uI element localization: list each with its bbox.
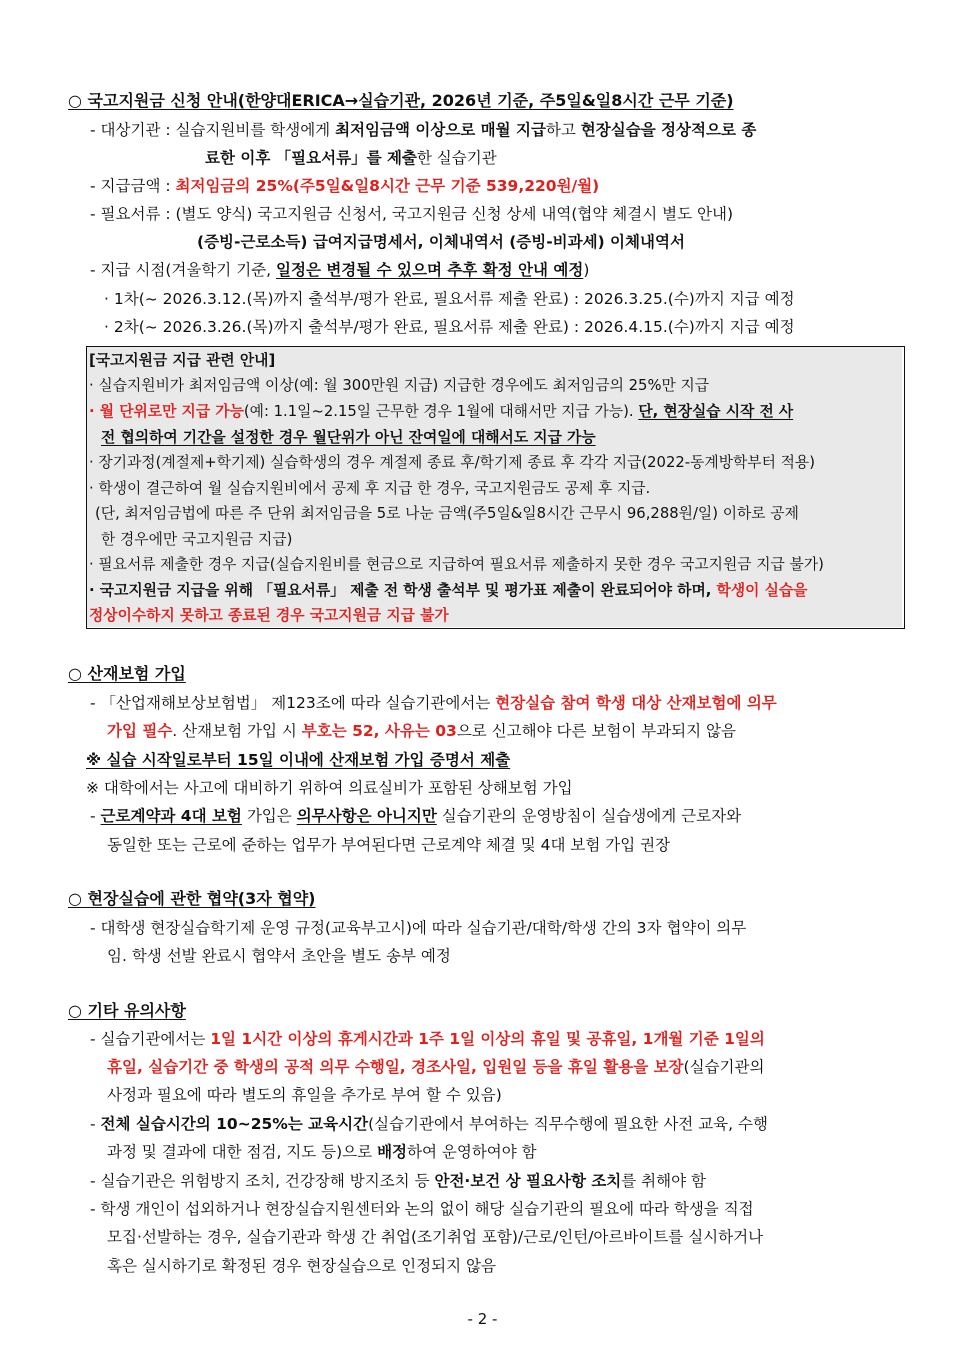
other-item-4-cont-2: 혹은 실시하기로 확정된 경우 현장실습으로 인정되지 않음 (107, 1257, 496, 1275)
other-item-4-cont-1: 모집·선발하는 경우, 실습기관과 학생 간 취업(조기취업 포함)/근로/인턴/아르바이트를 실시하거나 (107, 1228, 764, 1246)
agreement-line: - 대학생 현장실습학기제 운영 규정(교육부고시)에 따라 실습기관/대학/학생 간의 3자 협약이 의무 (90, 919, 747, 937)
target-bold-1: 최저임금액 이상으로 매월 지급 (335, 121, 546, 139)
safety-measures: 안전·보건 상 필요사항 조치 (434, 1172, 622, 1190)
insurance-line-1-red: 현장실습 참여 학생 대상 산재보험에 의무 (495, 694, 777, 712)
notice-item-4-cont-2: 한 경우에만 국고지원금 지급) (101, 531, 293, 548)
payment-round-2: · 2차(~ 2026.3.26.(목)까지 출석부/평가 완료, 필요서류 제출 완료) : 2026.4.15.(수)까지 지급 예정 (104, 318, 795, 336)
target-cont-bold: 료한 이후 「필요서류」를 제출 (205, 149, 417, 167)
other-item-2-cont-text-1: 과정 및 결과에 대한 점검, 지도 등)으로 (107, 1143, 378, 1161)
section3-heading: ○ 현장실습에 관한 협약(3자 협약) (68, 889, 316, 908)
section1-heading: ○ 국고지원금 신청 안내(한양대ERICA→실습기관, 2026년 기준, 주5일&일8시간 근무 기준) (68, 91, 734, 110)
insurance-mandatory: 가입 필수 (107, 722, 173, 740)
notice-item-5: · 필요서류 제출한 경우 지급(실습지원비를 현금으로 지급하여 필요서류 제출하지 못한 경우 국고지원금 지급 불가) (89, 556, 824, 573)
other-item-3-text-1: - 실습기관은 위험방지 조치, 건강장해 방지조치 등 (90, 1172, 435, 1190)
insurance-note-2: ※ 대학에서는 사고에 대비하기 위하여 의료실비가 포함된 상해보험 가입 (86, 779, 573, 797)
section4-heading: ○ 기타 유의사항 (68, 1001, 186, 1020)
notice-item-2-red: · 월 단위로만 지급 가능 (89, 403, 244, 420)
target-bold-2: 현장실습을 정상적으로 종 (580, 121, 757, 139)
notice-item-3: · 장기과정(계절제+학기제) 실습학생의 경우 계절제 종료 후/학기제 종료 후 각각 지급(2022-동계방학부터 적용) (89, 454, 815, 471)
other-item-2-cont-text-2: 하여 운영하여야 함 (407, 1143, 537, 1161)
required-docs-cont: (증빙-근로소득) 급여지급명세서, 이체내역서 (증빙-비과세) 이체내역서 (197, 233, 685, 251)
insurance-line-2: - 근로계약과 4대 보험 가입은 의무사항은 아니지만 실습기관의 운영방침이 실습생에게 근로자와 (90, 807, 742, 825)
notice-item-2-text: (예: 1.1일~2.15일 근무한 경우 1월에 대해서만 지급 가능). (243, 403, 639, 420)
section2-heading: ○ 산재보험 가입 (68, 664, 186, 683)
agreement-line-cont: 임. 학생 선발 완료시 협약서 초안을 별도 송부 예정 (107, 947, 451, 965)
not-mandatory: 의무사항은 아니지만 (296, 807, 437, 825)
education-time: 전체 실습시간의 10~25%는 교육시간 (100, 1115, 369, 1133)
other-item-2-text: (실습기관에서 부여하는 직무수행에 필요한 사전 교육, 수행 (368, 1115, 768, 1133)
insurance-cont-text-1: . 산재보험 가입 시 (172, 722, 302, 740)
timing-underlined: 일정은 변경될 수 있으며 추후 확정 안내 예정 (276, 261, 584, 279)
notice-item-4: · 학생이 결근하여 월 실습지원비에서 공제 후 지급 한 경우, 국고지원금도 공제 후 지급. (89, 480, 651, 497)
other-item-1-cont-red: 휴일, 실습기간 중 학생의 공적 의무 수행일, 경조사일, 입원일 등을 휴일 활용을 보장 (107, 1058, 684, 1076)
timing-label: - 지급 시점(겨울학기 기준, (90, 261, 277, 279)
target-cont-text: 한 실습기관 (416, 149, 497, 167)
payment-round-1: · 1차(~ 2026.3.12.(목)까지 출석부/평가 완료, 필요서류 제출 완료) : 2026.3.25.(수)까지 지급 예정 (104, 290, 795, 308)
other-item-1-cont (107, 1054, 764, 1080)
notice-item-2-cont: 전 협의하여 기간을 설정한 경우 월단위가 아닌 잔여일에 대해서도 지급 가능 (101, 429, 596, 446)
amount-value: 최저임금의 25%(주5일&일8시간 근무 기준 539,220원/월) (175, 177, 600, 195)
insurance-line-2-text-1: 가입은 (241, 807, 297, 825)
timing-end: ) (583, 261, 590, 279)
target-institution-cont (205, 145, 497, 171)
notice-box (86, 346, 905, 629)
notice-item-6-red: 학생이 실습을 (716, 582, 808, 599)
notice-item-2-bold: 단, 현장실습 시작 전 사 (638, 403, 794, 420)
other-item-2-cont (107, 1139, 537, 1165)
insurance-cont-text-2: 으로 신고해야 다른 보험이 부과되지 않음 (456, 722, 736, 740)
notice-item-6-cont: 정상이수하지 못하고 종료된 경우 국고지원금 지급 불가 (89, 607, 449, 624)
other-item-1-cont-text: (실습기관의 (683, 1058, 765, 1076)
required-docs-line: - 필요서류 : (별도 양식) 국고지원금 신청서, 국고지원금 신청 상세 내역(협약 체결시 별도 안내) (90, 205, 734, 223)
insurance-line-2-cont: 동일한 또는 근로에 준하는 업무가 부여된다면 근로계약 체결 및 4대 보험 가입 권장 (107, 836, 671, 854)
amount-line (90, 173, 599, 199)
amount-label: - 지급금액 : (90, 177, 176, 195)
notice-item-1: · 실습지원비가 최저임금액 이상(예: 월 300만원 지급) 지급한 경우에도 최저임금의 25%만 지급 (89, 377, 710, 394)
other-item-1-cont-2: 사정과 필요에 따라 별도의 휴일을 추가로 부여 할 수 있음) (107, 1086, 502, 1104)
insurance-line-1-text: - 「산업재해보상보험법」 제123조에 따라 실습기관에서는 (90, 694, 496, 712)
other-item-4: - 학생 개인이 섭외하거나 현장실습지원센터와 논의 없이 해당 실습기관의 필요에 따라 학생을 직접 (90, 1200, 754, 1218)
notice-item-6 (89, 578, 807, 604)
insurance-line-1 (90, 690, 777, 716)
insurance-code: 부호는 52, 사유는 03 (301, 722, 457, 740)
other-item-3-text-2: 를 취해야 함 (621, 1172, 706, 1190)
insurance-line-2-text-2: 실습기관의 운영방침이 실습생에게 근로자와 (436, 807, 742, 825)
allocation: 배정 (377, 1143, 408, 1161)
other-item-2: - 전체 실습시간의 10~25%는 교육시간(실습기관에서 부여하는 직무수행에 필요한 사전 교육, 수행 (90, 1115, 768, 1133)
labor-contract: 근로계약과 4대 보험 (100, 807, 242, 825)
payment-timing-line (90, 257, 589, 283)
other-item-3 (90, 1168, 706, 1194)
notice-title: [국고지원금 지급 관련 안내] (89, 352, 276, 369)
page-number: - 2 - (467, 1310, 498, 1328)
other-item-1 (90, 1026, 765, 1052)
notice-item-4-cont-1: (단, 최저임금법에 따른 주 단위 최저임금을 5로 나눈 금액(주5일&일8시간 근무시 96,288원/일) 이하로 공제 (95, 505, 799, 522)
target-label: - 대상기관 : 실습지원비를 학생에게 (90, 121, 336, 139)
notice-item-6-bold: · 국고지원금 지급을 위해 「필요서류」 제출 전 학생 출석부 및 평가표 제출이 완료되어야 하며, (89, 582, 717, 599)
notice-item-2 (89, 399, 899, 425)
target-institution-line (90, 117, 905, 143)
target-text-2: 하고 (545, 121, 581, 139)
other-item-1-red: 1일 1시간 이상의 휴게시간과 1주 1일 이상의 휴일 및 공휴일, 1개월 기준 1일의 (210, 1030, 765, 1048)
insurance-note-1: ※ 실습 시작일로부터 15일 이내에 산재보험 가입 증명서 제출 (86, 751, 511, 769)
insurance-line-1-cont (107, 718, 736, 744)
other-item-1-text: - 실습기관에서는 (90, 1030, 211, 1048)
